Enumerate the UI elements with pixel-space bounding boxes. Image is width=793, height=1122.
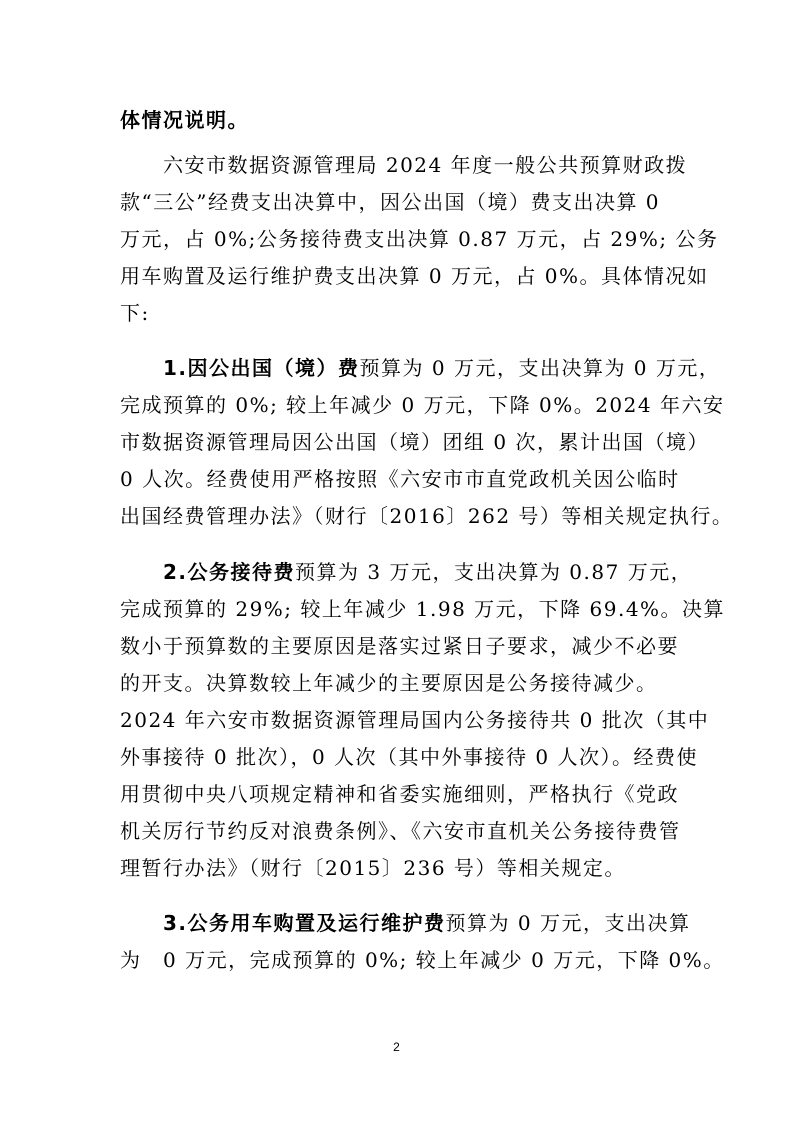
text-line	[120, 745, 698, 769]
text-line	[120, 911, 690, 935]
text-run: 的开支。决算数较上年减少的主要原因是公务接待减少。	[120, 671, 658, 695]
text-run: 完成预算的 0%; 较上年减少 0 万元，下降 0%。2024 年六安	[120, 393, 725, 417]
page-number: 2	[393, 1040, 400, 1054]
text-run: 外事接待 0 批次），0 人次（其中外事接待 0 人次）。经费使	[120, 745, 698, 769]
text-run: 完成预算的 29%; 较上年减少 1.98 万元，下降 69.4%。决算	[120, 597, 726, 621]
text-run: 用贯彻中央八项规定精神和省委实施细则，严格执行《党政	[120, 782, 679, 806]
bold-run: 2.公务接待费	[120, 560, 296, 584]
text-line	[120, 467, 680, 491]
bold-run: 3.公务用车购置及运行维护费	[120, 911, 446, 935]
text-run: 出国经费管理办法》（财行〔2016〕262 号）等相关规定执行。	[120, 504, 734, 528]
text-run: 为 0 万元，完成预算的 0%; 较上年减少 0 万元，下降 0%。	[120, 948, 725, 972]
text-line	[120, 634, 679, 658]
text-line	[120, 264, 709, 288]
text-run: 预算为 3 万元，支出决算为 0.87 万元，	[295, 560, 693, 584]
text-line	[120, 393, 724, 417]
text-line	[120, 504, 733, 528]
text-run: 2024 年六安市数据资源管理局国内公务接待共 0 批次（其中	[120, 708, 710, 732]
text-run: 万元，占 0%;公务接待费支出决算 0.87 万元，占 29%; 公务	[120, 227, 719, 251]
text-line	[120, 153, 687, 177]
text-line	[120, 597, 725, 621]
text-run: 0 人次。经费使用严格按照《六安市市直党政机关因公临时	[120, 467, 680, 491]
text-run: 款“三公”经费支出决算中，因公出国（境）费支出决算 0	[120, 190, 661, 214]
text-run: 理暂行办法》（财行〔2015〕236 号）等相关规定。	[120, 856, 626, 880]
text-run: 数小于预算数的主要原因是落实过紧日子要求，减少不必要	[120, 634, 679, 658]
text-line	[120, 190, 660, 214]
bold-run: 1.因公出国（境）费	[120, 356, 360, 380]
text-run: 市数据资源管理局因公出国（境）团组 0 次，累计出国（境）	[120, 430, 709, 454]
text-line	[120, 227, 718, 251]
text-line	[120, 356, 720, 380]
bold-run: 体情况说明。	[120, 108, 249, 132]
text-line	[120, 782, 679, 806]
text-line	[120, 819, 681, 843]
text-run: 预算为 0 万元，支出决算为 0 万元，	[359, 356, 721, 380]
text-line	[120, 948, 725, 972]
text-line	[120, 856, 626, 880]
text-line	[120, 560, 692, 584]
text-run: 预算为 0 万元，支出决算	[445, 911, 691, 935]
text-run: 下:	[120, 301, 150, 325]
text-line	[120, 430, 709, 454]
text-line	[120, 671, 658, 695]
text-run: 六安市数据资源管理局 2024 年度一般公共预算财政拨	[120, 153, 688, 177]
text-line	[120, 108, 249, 132]
text-line	[120, 708, 709, 732]
text-line	[120, 301, 150, 325]
text-run: 用车购置及运行维护费支出决算 0 万元，占 0%。具体情况如	[120, 264, 709, 288]
text-run: 机关厉行节约反对浪费条例》、《六安市直机关公务接待费管	[120, 819, 681, 843]
